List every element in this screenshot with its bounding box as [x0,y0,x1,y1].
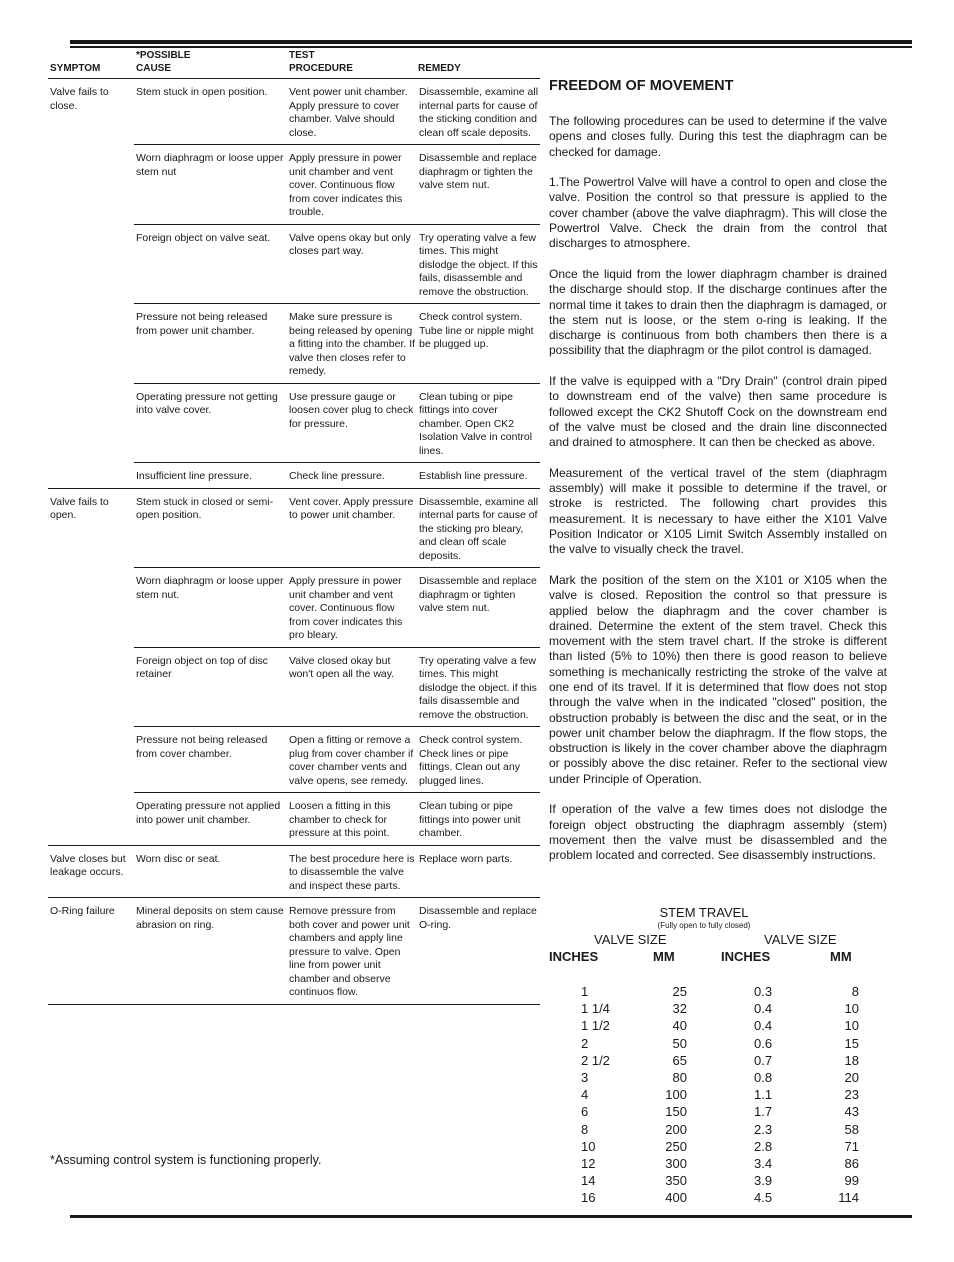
inches-left-cell: 2 [581,1035,589,1051]
stem-travel-row [549,1053,859,1070]
stem-travel-row [549,1190,859,1207]
mm-right-cell: 8 [851,984,859,999]
cause-cell: Worn diaphragm or loose upper stem nut. [136,575,284,601]
mm-left-cell: 32 [672,1001,687,1017]
body-paragraph: Measurement of the vertical travel of the stem (diaphragm assembly) will make it possible to determine if the travel, or stroke is restricted. The following chart provides this measurement. It is necessary to have either the X101 Valve Position Indicator or X105 Limit Switch Assembly installed on the valve to visually check the travel. [549,465,887,557]
mm-left-cell: 80 [672,1069,687,1085]
mm-right-cell: 114 [838,1190,859,1206]
remedy-cell: Disassemble and replace diaphragm or tighten the valve stem nut. [419,152,537,191]
test-cell: Apply pressure in power unit chamber and vent cover. Continuous flow from cover indicates this trouble. [289,152,403,218]
header-cause-line2: CAUSE [136,63,172,74]
cause-cell: Pressure not being released from power unit chamber. [136,311,268,337]
mm-left-cell: 100 [665,1087,687,1103]
table-footnote: *Assuming control system is functioning properly. [50,1153,322,1167]
test-cell: Use pressure gauge or loosen cover plug to check for pressure. [289,390,414,430]
inches-right-cell: 1.1 [754,1087,773,1103]
section-body [549,114,887,879]
symptom-group [48,489,540,846]
stem-travel-row [549,1173,859,1190]
table-row [134,79,540,145]
remedy-cell: Disassemble, examine all internal parts for cause of the sticking condition and clean off scale deposits. [419,86,539,139]
remedy-cell: Check control system. Tube line or nipple might be plugged up. [419,311,534,350]
inches-left-cell: 10 [581,1138,596,1154]
mm-left-cell: 200 [665,1121,687,1137]
remedy-cell: Replace worn parts. [419,852,513,865]
inches-right-cell: 1.7 [754,1104,773,1120]
mm-left-cell: 40 [672,1018,687,1034]
table-row [134,727,540,793]
group-label-left: VALVE SIZE [594,932,667,947]
remedy-cell: Clean tubing or pipe fittings into power unit chamber. [419,800,521,839]
cause-cell: Operating pressure not applied into power unit chamber. [136,800,281,826]
cause-cell: Stem stuck in open position. [136,86,268,98]
body-paragraph: Mark the position of the stem on the X101 or X105 when the valve is closed. Reposition the control so that pressure is applied below the diaphragm and the cover chamber is drained. Determine the extent of the stem travel. Check this movement with the stem travel chart. If the stroke is different than listed (5% to 10%) then there is good reason to believe something is mechanically restricting the stroke of the valve at one end of its travel. If it is determined that flow does not stop through the valve when in the indicated "closed" position, the obstruction probably is between the disc and the seat, or in the power unit chamber below the diaphragm. If the flow stops, the obstruction is likely in the cover chamber above the diaphragm or possibly above the disc retainer. Refer to the sectional view under Principle of Operation. [549,572,887,786]
col-inches-left: INCHES [549,949,599,964]
mm-right-cell: 15 [844,1035,859,1051]
cause-cell: Insufficient line pressure. [136,470,252,482]
stem-travel-row [549,1156,859,1173]
section-heading: FREEDOM OF MOVEMENT [549,78,734,94]
mm-left-cell: 250 [665,1138,687,1154]
cause-cell: Pressure not being released from cover chamber. [136,734,268,760]
symptom-cell: Valve fails to close. [50,86,109,112]
table-row [134,793,540,845]
test-cell: Open a fitting or remove a plug from cover chamber if cover chamber vents and valve opens, see remedy. [289,734,414,787]
cause-cell: Stem stuck in closed or semi-open position. [136,495,274,521]
body-paragraph: The following procedures can be used to determine if the valve opens and closes fully. During this test the diaphragm can be checked for damage. [549,114,887,159]
table-row [134,384,540,464]
remedy-cell: Disassemble and replace O-ring. [419,905,537,931]
symptom-cell: Valve fails to open. [50,495,109,521]
stem-travel-row [549,1104,859,1121]
test-cell: Valve opens okay but only closes part way. [289,231,411,257]
cause-cell: Worn disc or seat. [136,852,221,865]
group-label-right: VALVE SIZE [764,932,837,947]
cause-cell: Mineral deposits on stem cause abrasion on ring. [136,905,284,931]
inches-right-cell: 4.5 [754,1190,773,1206]
inches-left-cell: 8 [581,1121,589,1137]
header-cause-line1: *POSSIBLE [136,50,191,61]
remedy-cell: Clean tubing or pipe fittings into cover chamber. Open CK2 Isolation Valve in control lines. [419,390,533,457]
mm-left-cell: 400 [665,1190,687,1206]
inches-right-cell: 0.8 [754,1069,773,1085]
inches-left-cell: 16 [581,1190,596,1206]
symptom-group [48,79,540,489]
mm-right-cell: 86 [844,1155,859,1171]
col-inches-right: INCHES [721,949,771,964]
inches-left-cell: 1 [581,984,589,999]
inches-right-cell: 2.3 [754,1121,773,1137]
test-cell: Remove pressure from both cover and power unit chambers and apply line pressure to valve. Open line from power unit chamber and observe continuos flow. [289,905,410,998]
col-mm-right: MM [830,949,852,964]
mm-left-cell: 25 [672,984,687,999]
mm-right-cell: 43 [844,1104,859,1120]
table-row [134,463,540,488]
inches-left-cell: 4 [581,1087,589,1103]
stem-travel-row [549,1087,859,1104]
table-row [134,568,540,648]
troubleshooting-table [48,48,540,1005]
symptom-group [48,898,540,1005]
inches-right-cell: 0.6 [754,1035,773,1051]
stem-travel-row [549,1122,859,1139]
header-test [289,49,353,75]
test-cell: Make sure pressure is being released by opening a fitting into the chamber. If valve then closes refer to remedy. [289,311,416,377]
table-row [134,225,540,305]
mm-left-cell: 350 [665,1173,687,1189]
table-row [134,304,540,384]
table-row [134,846,540,898]
table-row [134,898,540,1004]
stem-travel-rows [549,984,859,1207]
mm-left-cell: 50 [672,1035,687,1051]
test-cell: Loosen a fitting in this chamber to check for pressure at this point. [289,800,391,839]
mm-right-cell: 10 [844,1018,859,1034]
bottom-rule [70,1215,912,1218]
remedy-cell: Disassemble, examine all internal parts for cause of the sticking pro bleary, and clean off scale deposits. [419,495,539,562]
header-remedy: REMEDY [418,63,461,74]
inches-left-cell: 6 [581,1104,589,1120]
stem-travel-subtitle: (Fully open to fully closed) [657,921,751,930]
body-paragraph: If operation of the valve a few times does not dislodge the foreign object obstructing the diaphragm assembly (stem) movement then the valve must be disassembled and the problem located and corrected. See disassembly instructions. [549,802,887,863]
test-cell: The best procedure here is to disassemble the valve and inspect these parts. [289,852,415,892]
inches-right-cell: 0.4 [754,1001,773,1017]
test-cell: Apply pressure in power unit chamber and vent cover. Continuous flow from cover indicates this pro bleary. [289,575,403,641]
mm-right-cell: 58 [844,1121,859,1137]
body-paragraph: Once the liquid from the lower diaphragm chamber is drained the discharge should stop. If the discharge continues after the normal time it takes to drain then the diaphragm is damaged, or the stem nut is loose, or the stem o-ring is leaking. If the discharge is continuous from both chambers then there is a possibility that the diaphragm or the pilot control is damaged. [549,266,887,358]
mm-right-cell: 10 [844,1001,859,1017]
mm-right-cell: 20 [844,1069,859,1085]
test-cell: Valve closed okay but won't open all the way. [289,654,395,680]
mm-right-cell: 99 [844,1173,859,1189]
inches-right-cell: 0.3 [754,984,773,999]
stem-travel-title: STEM TRAVEL [659,905,749,920]
mm-right-cell: 71 [844,1138,859,1154]
remedy-cell: Disassemble and replace diaphragm or tighten valve stem nut. [419,575,537,614]
body-paragraph: 1.The Powertrol Valve will have a control to open and close the valve. Position the control so that pressure is applied to the cover chamber (above the valve diaphragm). This will close the Powertrol Valve. Check the drain from the control that discharges to atmosphere. [549,175,887,251]
inches-right-cell: 0.7 [754,1052,773,1068]
table-header [48,48,540,79]
table-row [134,145,540,225]
mm-left-cell: 65 [672,1052,687,1068]
cause-cell: Foreign object on valve seat. [136,231,271,244]
mm-right-cell: 23 [844,1087,859,1103]
inches-left-cell: 3 [581,1069,589,1085]
mm-left-cell: 150 [665,1104,687,1120]
header-test-line1: TEST [289,50,315,61]
inches-left-cell: 14 [581,1173,596,1189]
stem-travel-row [549,1018,859,1035]
inches-left-cell: 1 1/4 [581,1001,610,1017]
table-row [134,489,540,569]
top-rule-thick [70,40,912,44]
test-cell: Check line pressure. [289,470,385,482]
header-cause [136,49,190,75]
header-symptom: SYMPTOM [50,63,101,74]
stem-travel-row [549,1001,859,1018]
inches-right-cell: 0.4 [754,1018,773,1034]
inches-left-cell: 12 [581,1155,596,1171]
stem-travel-row [549,1070,859,1087]
cause-cell: Worn diaphragm or loose upper stem nut [136,152,284,178]
symptom-cell: O-Ring failure [50,905,115,917]
stem-travel-column-header [549,949,859,966]
cause-cell: Operating pressure not getting into valve cover. [136,390,278,416]
stem-travel-table [549,905,859,1207]
symptom-cell: Valve closes but leakage occurs. [50,852,126,878]
table-body [48,79,540,1005]
stem-travel-row [549,1036,859,1053]
test-cell: Vent cover. Apply pressure to power unit chamber. [289,495,414,521]
table-row [134,648,540,728]
inches-right-cell: 3.4 [754,1155,773,1171]
remedy-cell: Try operating valve a few times. This might dislodge the object. if this fails disassemble and remove the obstruction. [419,654,537,721]
body-paragraph: If the valve is equipped with a "Dry Drain" (control drain piped to downstream end of the valve) then same procedure is followed except the CK2 Shutoff Cock on the downstream end of the valve must be closed and the drain line disconnected and drained to atmosphere. It can then be checked as above. [549,374,887,450]
mm-left-cell: 300 [665,1155,687,1171]
stem-travel-row [549,984,859,1001]
symptom-group [48,846,540,899]
header-test-line2: PROCEDURE [289,63,353,74]
inches-left-cell: 1 1/2 [581,1018,610,1034]
remedy-cell: Try operating valve a few times. This might dislodge the object. If this fails, disassemble and remove the obstruction. [419,231,538,298]
inches-right-cell: 2.8 [754,1138,773,1154]
cause-cell: Foreign object on top of disc retainer [136,654,268,680]
mm-right-cell: 18 [844,1052,859,1068]
remedy-cell: Establish line pressure. [419,470,528,482]
inches-right-cell: 3.9 [754,1173,773,1189]
col-mm-left: MM [653,949,675,964]
stem-travel-row [549,1139,859,1156]
test-cell: Vent power unit chamber. Apply pressure to cover chamber. Valve should close. [289,86,408,139]
remedy-cell: Check control system. Check lines or pipe fittings. Clean out any plugged lines. [419,734,523,787]
stem-travel-group-header [549,932,859,949]
inches-left-cell: 2 1/2 [581,1052,610,1068]
